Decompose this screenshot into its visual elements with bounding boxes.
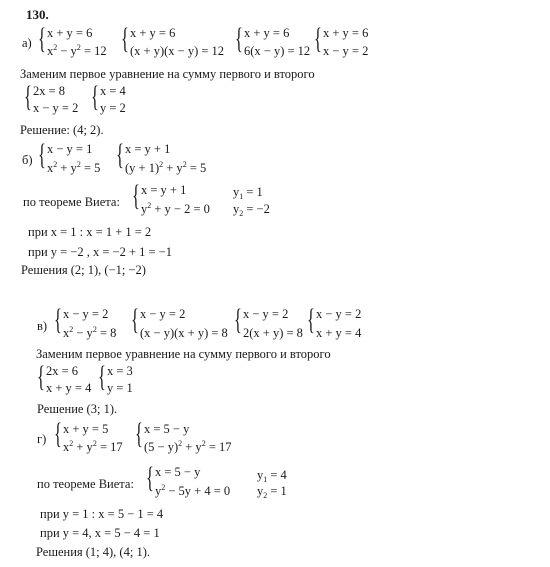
system-brace: { — [91, 80, 99, 113]
root-value: = 1 — [267, 484, 287, 498]
root-value: = 1 — [243, 185, 263, 199]
equation: x − y = 2 — [316, 307, 362, 321]
equation-part: (y + 1) — [125, 161, 160, 175]
system-brace: { — [98, 360, 106, 393]
equation: x − y = 2 — [243, 307, 289, 321]
exponent: 2 — [92, 439, 97, 448]
explanation-text: Заменим первое уравнение на сумму первого и второго — [36, 347, 331, 361]
root-value: = −2 — [243, 202, 270, 216]
root-y2 — [233, 203, 270, 216]
system-brace: { — [38, 22, 46, 55]
case-text: при y = 4, x = 5 − 4 = 1 — [40, 526, 160, 540]
equation: x − y = 2 — [323, 44, 369, 58]
equation: y = 1 — [107, 381, 133, 395]
exponent: 2 — [201, 439, 206, 448]
root-index: 2 — [239, 209, 244, 218]
equation — [141, 203, 210, 216]
equation: x = 3 — [107, 364, 133, 378]
equation: x = 5 − y — [155, 465, 201, 479]
equation: 2(x + y) = 8 — [243, 326, 303, 340]
root-index: 1 — [239, 192, 244, 201]
equation: x + y = 5 — [63, 422, 109, 436]
equation: x + y = 4 — [46, 381, 92, 395]
system-brace: { — [24, 80, 32, 113]
root-y2 — [257, 485, 287, 498]
vieta-label: по теореме Виета: — [37, 477, 134, 491]
exponent: 2 — [159, 160, 164, 169]
equation: $x^2 - y^2 = 12$ — [47, 43, 107, 58]
system-brace: { — [54, 303, 62, 336]
equation-part: y — [141, 202, 148, 216]
exponent: 2 — [182, 160, 187, 169]
system-brace: { — [121, 22, 129, 55]
equation: x − y = 2 — [33, 101, 79, 115]
exponent: 2 — [76, 160, 81, 169]
vieta-label: по теореме Виета: — [23, 195, 120, 209]
equation: x + y = 4 — [316, 326, 362, 340]
equation: x + y = 6 — [130, 26, 176, 40]
equation: x + y = 6 — [244, 26, 290, 40]
equation-part: (5 − y) — [144, 440, 179, 454]
system-brace: { — [38, 138, 46, 171]
equation: x + y = 6 — [47, 26, 93, 40]
equation: $x^2 + y^2 = 17$ — [63, 439, 123, 454]
problem-number: 130. — [26, 7, 49, 22]
root-index: 2 — [263, 491, 268, 500]
exponent: 2 — [161, 483, 166, 492]
equation: 2x = 6 — [46, 364, 79, 378]
equation — [155, 485, 230, 498]
root-y1 — [257, 469, 287, 482]
equation-part: + y − 2 = 0 — [151, 202, 210, 216]
system-brace: { — [54, 417, 62, 450]
exponent: 2 — [69, 325, 74, 334]
system-brace: { — [131, 303, 139, 336]
equation: x = y + 1 — [141, 183, 187, 197]
root-var: y — [233, 202, 240, 216]
case-text: при y = 1 : x = 5 − 1 = 4 — [40, 507, 164, 521]
equation: x = 4 — [100, 84, 126, 98]
root-var: y — [233, 185, 240, 199]
equation-part: = 17 — [205, 440, 232, 454]
root-var: y — [257, 468, 264, 482]
root-value: = 4 — [267, 468, 287, 482]
root-index: 1 — [263, 475, 268, 484]
equation-part: y — [155, 484, 162, 498]
exponent: 2 — [178, 439, 183, 448]
equation: x = 5 − y — [144, 422, 190, 436]
exponent: 2 — [92, 325, 97, 334]
equation — [144, 441, 232, 454]
system-brace: { — [314, 22, 322, 55]
solution-text: Решения (2; 1), (−1; −2) — [21, 263, 146, 277]
part-a-label: а) — [22, 36, 32, 50]
equation: x + y = 6 — [323, 26, 369, 40]
case-text: при y = −2 , x = −2 + 1 = −1 — [28, 245, 172, 259]
equation: x − y = 2 — [140, 307, 186, 321]
equation-part: = 5 — [186, 161, 207, 175]
exponent: 2 — [53, 43, 58, 52]
exponent: 2 — [147, 201, 152, 210]
system-brace: { — [307, 303, 315, 336]
explanation-text: Заменим первое уравнение на сумму первого и второго — [20, 67, 315, 81]
exponent: 2 — [53, 160, 58, 169]
equation-part: + y — [163, 161, 183, 175]
equation-part: + y — [182, 440, 202, 454]
equation: x − y = 2 — [63, 307, 109, 321]
system-brace: { — [135, 417, 143, 450]
equation: 2x = 8 — [33, 84, 66, 98]
root-var: y — [257, 484, 264, 498]
equation: $x^2 + y^2 = 5$ — [47, 160, 101, 175]
equation-part: − 5y + 4 = 0 — [165, 484, 231, 498]
system-brace: { — [116, 138, 124, 171]
solution-text: Решение (3; 1). — [37, 402, 118, 416]
root-y1 — [233, 186, 263, 199]
exponent: 2 — [69, 439, 74, 448]
equation: $x^2 - y^2 = 8$ — [63, 325, 117, 340]
case-text: при x = 1 : x = 1 + 1 = 2 — [28, 225, 152, 239]
solution-text: Решения (1; 4), (4; 1). — [36, 545, 150, 559]
equation — [125, 162, 206, 175]
equation: 6(x − y) = 12 — [244, 44, 311, 58]
exponent: 2 — [76, 43, 81, 52]
solution-text: Решение: (4; 2). — [20, 123, 104, 137]
equation: (x + y)(x − y) = 12 — [130, 44, 225, 58]
equation: y = 2 — [100, 101, 126, 115]
equation: x − y = 1 — [47, 142, 93, 156]
system-brace: { — [132, 179, 140, 212]
equation: x = y + 1 — [125, 142, 171, 156]
part-g-label: г) — [37, 432, 47, 446]
part-b-label: б) — [22, 153, 33, 167]
system-brace: { — [235, 22, 243, 55]
system-brace: { — [146, 461, 154, 494]
system-brace: { — [234, 303, 242, 336]
part-v-label: в) — [37, 319, 48, 333]
equation: (x − y)(x + y) = 8 — [140, 326, 228, 340]
system-brace: { — [37, 360, 45, 393]
